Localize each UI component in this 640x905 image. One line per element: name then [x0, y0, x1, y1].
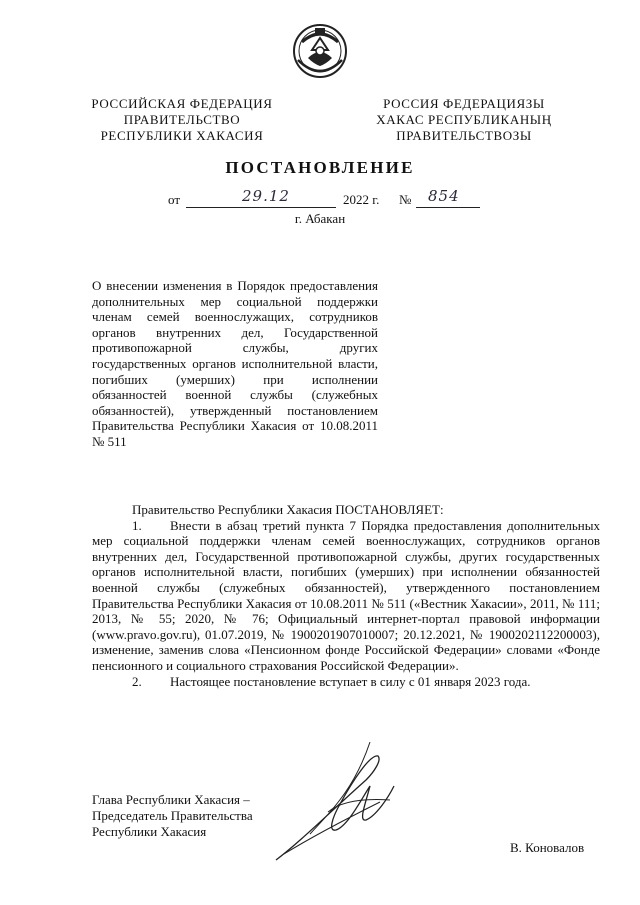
handwritten-signature: [270, 742, 400, 872]
number-sign: №: [399, 192, 412, 207]
signatory-line: Председатель Правительства: [92, 808, 253, 823]
item-number: 1.: [132, 517, 142, 533]
number-underline: [416, 207, 480, 208]
header-right-line: ХАКАС РЕСПУБЛИКАНЫҢ: [376, 112, 552, 127]
header-left-line: РОССИЙСКАЯ ФЕДЕРАЦИЯ: [91, 96, 273, 111]
signatory-line: Республики Хакасия: [92, 824, 207, 839]
document-subject: О внесении изменения в Порядок предоставления дополнительных мер социальной поддержки членам семей военнослужащих, сотрудников органов внутренних дел, Государственной противопожарной службы, других государственных органов исполнительной власти, погибших (умерших) при исполнении обязанностей военной службы (служебных обязанностей), утвержденный постановлением Правительства Республики Хакасия от 10.08.2011 № 511: [92, 278, 378, 449]
signatory-name: В. Коновалов: [510, 840, 585, 855]
date-prefix: от: [168, 192, 181, 207]
date-year: 2022 г.: [343, 192, 380, 207]
body-preamble: Правительство Республики Хакасия ПОСТАНОВЛЯЕТ:: [132, 502, 444, 517]
document-title: ПОСТАНОВЛЕНИЕ: [225, 158, 415, 177]
header-left-russian: [84, 96, 280, 144]
body-item-1: [92, 518, 600, 674]
date-underline: [186, 207, 336, 208]
header-left-line: РЕСПУБЛИКИ ХАКАСИЯ: [100, 128, 264, 143]
body-item-2: [92, 674, 600, 690]
item-number: 2.: [132, 673, 142, 689]
item-text: Настоящее постановление вступает в силу с 01 января 2023 года.: [170, 673, 531, 689]
handwritten-number: 854: [428, 187, 460, 205]
item-text: Внести в абзац третий пункта 7 Порядка предоставления дополнительных мер социальной поддержки членам семей военнослужащих, сотрудников органов внутренних дел, Государственной противопожарной службы, других государственных органов исполнительной власти, погибших (умерших) при исполнении обязанностей военной службы (служебных обязанностей), утвержденного постановлением Правительства Республики Хакасия от 10.08.2011 № 511 («Вестник Хакасии», 2011, № 111; 2013, № 55; 2020, № 76; Официальный интернет-портал правовой информации (www.pravo.gov.ru), 01.07.2019, № 1900201907010007; 20.12.2021, № 1900202112200003), изменение, заменив слова «Пенсионном фонде Российской Федерации» словами «Фонде пенсионного и социального страхования Российской Федерации».: [92, 517, 600, 673]
header-left-line: ПРАВИТЕЛЬСТВО: [123, 112, 241, 127]
handwritten-date: 29.12: [242, 187, 290, 205]
document-body: [92, 502, 600, 689]
signatory-line: Глава Республики Хакасия –: [92, 792, 250, 807]
signatory-position: [92, 792, 253, 840]
city-name: г. Абакан: [294, 211, 346, 226]
coat-of-arms-emblem: [290, 20, 350, 80]
header-right-line: РОССИЯ ФЕДЕРАЦИЯЗЫ: [383, 96, 545, 111]
header-right-khakas: [370, 96, 558, 144]
header-right-line: ПРАВИТЕЛЬСТВОЗЫ: [396, 128, 532, 143]
